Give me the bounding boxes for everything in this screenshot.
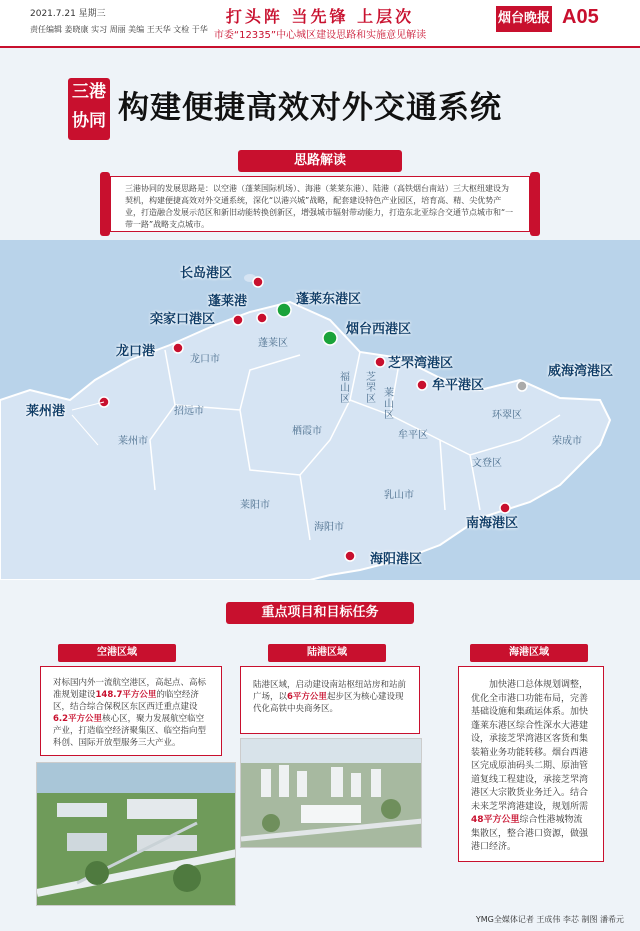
district-label: 乳山市 — [384, 490, 414, 501]
district-label: 莱阳市 — [240, 500, 270, 511]
port-label: 龙口港 — [116, 344, 156, 359]
header-slogan: 打头阵 当先锋 上层次 — [225, 7, 415, 26]
port-label: 蓬莱东港区 — [296, 292, 362, 307]
district-label: 福山区 — [340, 372, 350, 405]
air-text-2: 的临空经济区，结合综合保税区东区西迁重点建设 — [53, 690, 199, 712]
scroll-right — [530, 172, 540, 236]
sea-text-1: 加快港口总体规划调整，优化全市港口功能布局，完善基础设施和集疏运体系。加快蓬莱东港区综合性深水大港建设，承接芝罘湾港区客货和集装箱业务功能转移。烟台西港区完成原油码头二期、原油管道复线工程建设，承接芝罘湾港区大宗散货业务迁入。结合未来芝罘湾港建设，规划所需 — [471, 680, 589, 812]
land-text-1: 陆港区域，启动建设南站枢纽站房和站前广场，以 — [253, 680, 407, 702]
sea-tag: 海港区域 — [470, 644, 588, 662]
air-highlight-2: 6.2平方公里 — [53, 714, 103, 724]
header-subtitle: 市委“12335”中心城区建设思路和实施意见解读 — [213, 30, 427, 41]
map — [0, 240, 640, 580]
port-label: 栾家口港区 — [150, 312, 216, 327]
sea-card — [458, 666, 604, 862]
badge-line-2: 协同 — [72, 111, 106, 131]
section-heading-tasks: 重点项目和目标任务 — [226, 602, 414, 624]
district-label: 牟平区 — [398, 430, 428, 441]
district-label: 环翠区 — [492, 410, 522, 421]
air-card — [40, 666, 222, 756]
air-text-1: 对标国内外一流航空港区，高起点、高标准规划建设 — [53, 678, 207, 700]
port-marker — [417, 380, 427, 390]
port-label: 南海港区 — [466, 516, 519, 531]
district-label: 龙口市 — [190, 354, 220, 365]
port-label: 莱州港 — [26, 404, 66, 419]
port-label: 牟平港区 — [432, 378, 485, 393]
editors-line: 责任编辑 姜晓康 实习 周丽 美编 王天华 文检 于华 — [30, 25, 208, 34]
newspaper-logo: 烟台晚报 — [496, 6, 552, 32]
port-marker-grey — [517, 381, 527, 391]
land-text-2: 起步区为核心建设现代化高铁中央商务区。 — [253, 692, 404, 714]
district-label: 招远市 — [174, 406, 204, 417]
port-marker — [257, 313, 267, 323]
district-label: 栖霞市 — [292, 426, 322, 437]
airport-illustration — [37, 763, 236, 906]
intro-text: 三港协同的发展思路是：以空港（蓬莱国际机场）、海港（莱莱东港）、陆港（高铁烟台南站）三大枢纽建设为契机，构建便捷高效对外交通系统，深化“以港兴城”战略，配套建设特色产业园区，培育高、精、尖优势产业，打造融合发展示范区和新旧动能转换创新区，增强城市辐射带动能力，打造东北亚综合交通节点城市和“一带一路”战略支点城市。 — [125, 184, 514, 229]
district-label: 莱州市 — [118, 436, 148, 447]
port-marker — [345, 551, 355, 561]
district-label: 蓬莱区 — [258, 338, 288, 349]
station-illustration — [241, 739, 422, 848]
port-label: 威海湾港区 — [548, 364, 614, 379]
land-highlight-1: 6平方公里 — [287, 692, 327, 702]
port-marker — [253, 277, 263, 287]
air-text-3: 核心区，聚力发展航空临空产业，打造临空经济聚集区、临空指向型科创、国际开放型服务三大产业。 — [53, 714, 207, 748]
issue-date: 2021.7.21 星期三 — [30, 9, 106, 19]
port-label: 芝罘湾港区 — [388, 356, 454, 371]
district-label: 海阳市 — [314, 522, 344, 533]
port-marker — [375, 357, 385, 367]
district-label: 文登区 — [472, 458, 502, 469]
byline: YMG全媒体记者 王成伟 李芯 制图 潘希元 — [475, 915, 624, 924]
sea-highlight-1: 48平方公里 — [471, 815, 520, 825]
port-marker — [173, 343, 183, 353]
land-tag: 陆港区域 — [268, 644, 386, 662]
port-marker-green — [323, 331, 337, 345]
land-card — [240, 666, 420, 734]
port-label: 烟台西港区 — [346, 322, 412, 337]
port-marker-green — [277, 303, 291, 317]
section-badge — [68, 78, 110, 140]
intro-box — [110, 176, 530, 232]
page-title: 构建便捷高效对外交通系统 — [118, 90, 502, 126]
district-label: 芝罘区 — [366, 372, 376, 405]
airport-photo — [36, 762, 236, 906]
port-marker — [233, 315, 243, 325]
station-photo — [240, 738, 422, 848]
air-tag: 空港区域 — [58, 644, 176, 662]
port-label: 蓬莱港 — [208, 294, 248, 309]
port-label: 海阳港区 — [370, 552, 423, 567]
air-highlight-1: 148.7平方公里 — [95, 690, 157, 700]
page-number: A05 — [562, 6, 599, 28]
scroll-left — [100, 172, 110, 236]
badge-line-1: 三港 — [72, 82, 106, 102]
section-heading-ideas: 思路解读 — [238, 150, 402, 172]
district-label: 荣成市 — [552, 436, 582, 447]
port-label: 长岛港区 — [180, 266, 233, 281]
sea-text-2: 综合性港城物流集散区，整合港口资源，做强港口经济。 — [471, 815, 589, 852]
district-label: 莱山区 — [384, 388, 394, 421]
